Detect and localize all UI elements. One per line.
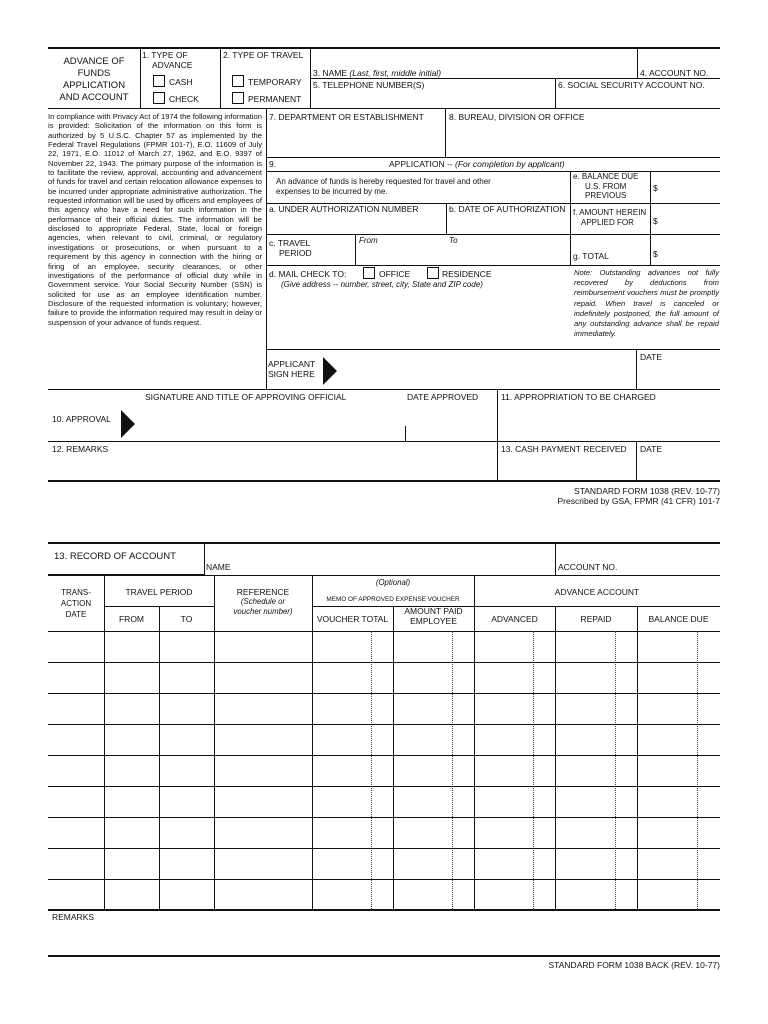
office-checkbox[interactable] bbox=[363, 267, 375, 279]
rule bbox=[48, 47, 720, 49]
advance-request-text: An advance of funds is hereby requested for travel and other expenses to be incurred by me. bbox=[276, 177, 491, 196]
col-advanced: ADVANCED bbox=[491, 614, 538, 624]
memo-label: MEMO OF APPROVED EXPENSE VOUCHER bbox=[326, 596, 460, 603]
rule bbox=[48, 575, 720, 576]
rule bbox=[446, 203, 447, 234]
applicant-sign-label: APPLICANT SIGN HERE bbox=[268, 359, 316, 379]
table-row[interactable] bbox=[48, 879, 720, 880]
col-travel-period: TRAVEL PERIOD bbox=[125, 587, 193, 597]
table-row[interactable] bbox=[48, 817, 720, 818]
rule bbox=[452, 631, 453, 909]
privacy-act-statement: In compliance with Privacy Act of 1974 the following information is provided: Solicitation of the information on this form is authorized by 5 U.S.C. Chapter 57 as implemented by the Federal Travel Regulations (FPMR 101-7), E.O. 11609 of July 22, 1971, E.O. 11012 of March 27, 1962, and E.O. 9397 of November 22, 1943. The primary purpose of the information is to facilitate the review, approval, accounting and advancement of funds for travel and certain relocation allowance expenses to be incurred under appropriate administrative authorization. The requested information will be used by officers and employees of this agency who have a need for such information in the performance of their official duties. The information will be disclosed to appropriate Federal, State, local or foreign agencies, when relevant to civil, criminal, or regulatory investigations or prosecutions, or when pursuant to a requirement by this agency in connection with the hiring or firing of an employee, security clearances, or other investigations of the performance of official duty while in Government service. Your Social Security Number (SSN) is solicited for use as an employee identification number. Disclosure of the requested information is voluntary; however, failure to provide the information required may result in delay or suspension of your advance of funds request. bbox=[48, 112, 262, 327]
type-travel-label: 2. TYPE OF TRAVEL bbox=[223, 50, 304, 60]
record-account-no-field[interactable]: ACCOUNT NO. bbox=[558, 562, 618, 572]
rule bbox=[474, 575, 475, 909]
col-reference: REFERENCE (Schedule or voucher number) bbox=[233, 587, 293, 616]
rule bbox=[48, 480, 720, 482]
rule bbox=[266, 265, 720, 266]
ssn-field[interactable]: 6. SOCIAL SECURITY ACCOUNT NO. bbox=[558, 80, 705, 90]
rule bbox=[266, 234, 720, 235]
sign-arrow-icon bbox=[323, 357, 337, 385]
col-repaid: REPAID bbox=[580, 614, 612, 624]
auth-number-field[interactable]: a. UNDER AUTHORIZATION NUMBER bbox=[269, 204, 419, 214]
account-no-field[interactable]: 4. ACCOUNT NO. bbox=[640, 68, 709, 78]
application-header bbox=[389, 159, 565, 169]
rule bbox=[159, 606, 160, 909]
residence-label: RESIDENCE bbox=[442, 269, 492, 279]
approval-label: 10. APPROVAL bbox=[52, 414, 111, 424]
total-label: g. TOTAL bbox=[573, 251, 609, 261]
rule bbox=[393, 606, 394, 909]
rule bbox=[48, 631, 720, 632]
rule bbox=[570, 171, 571, 265]
application-title: APPLICATION -- bbox=[389, 159, 453, 169]
rule bbox=[555, 606, 556, 909]
approval-arrow-icon bbox=[121, 410, 135, 438]
col-voucher-total: VOUCHER TOTAL bbox=[316, 614, 389, 624]
application-number: 9. bbox=[269, 159, 277, 169]
cash-payment-field[interactable]: 13. CASH PAYMENT RECEIVED bbox=[501, 444, 627, 454]
record-of-account-title: 13. RECORD OF ACCOUNT bbox=[54, 551, 176, 562]
rule bbox=[266, 157, 720, 158]
rule bbox=[266, 171, 720, 172]
rule bbox=[204, 542, 205, 575]
applicant-date-field[interactable]: DATE bbox=[640, 352, 663, 362]
rule bbox=[637, 47, 638, 78]
permanent-checkbox[interactable] bbox=[232, 92, 244, 104]
table-row[interactable] bbox=[48, 662, 720, 663]
cash-checkbox[interactable] bbox=[153, 75, 165, 87]
approving-signature-field[interactable] bbox=[140, 404, 400, 439]
rule bbox=[310, 47, 311, 108]
from-label: From bbox=[359, 236, 378, 245]
cash-label: CASH bbox=[169, 77, 193, 87]
balance-due-amount[interactable]: $ bbox=[653, 183, 658, 193]
appropriation-field[interactable]: 11. APPROPRIATION TO BE CHARGED bbox=[501, 392, 656, 402]
permanent-label: PERMANENT bbox=[248, 94, 302, 104]
applicant-signature-field[interactable] bbox=[340, 350, 635, 388]
approving-signature-label: SIGNATURE AND TITLE OF APPROVING OFFICIAL bbox=[145, 392, 347, 402]
table-row[interactable] bbox=[48, 755, 720, 756]
rule bbox=[555, 542, 556, 575]
rule bbox=[104, 575, 105, 909]
rule bbox=[405, 426, 406, 441]
rule bbox=[637, 606, 638, 909]
type-advance-label: 1. TYPE OF bbox=[142, 50, 188, 60]
advance-account-label: ADVANCE ACCOUNT bbox=[554, 587, 640, 597]
name-label: 3. NAME bbox=[313, 68, 348, 78]
rule bbox=[48, 955, 720, 957]
rule bbox=[48, 108, 720, 109]
total-amount[interactable]: $ bbox=[653, 249, 658, 259]
rule bbox=[312, 575, 313, 909]
rule bbox=[371, 631, 372, 909]
name-field[interactable] bbox=[313, 68, 441, 78]
rule bbox=[697, 631, 698, 909]
date-approved-field[interactable] bbox=[410, 404, 495, 439]
check-label: CHECK bbox=[169, 94, 199, 104]
check-checkbox[interactable] bbox=[153, 92, 165, 104]
rule bbox=[355, 234, 356, 265]
address-hint: (Give address -- number, street, city, State and ZIP code) bbox=[281, 280, 483, 289]
office-label: OFFICE bbox=[379, 269, 411, 279]
rule bbox=[48, 441, 720, 442]
rule bbox=[266, 108, 267, 389]
balance-due-label: e. BALANCE DUE U.S. FROM PREVIOUS bbox=[573, 172, 639, 200]
table-row[interactable] bbox=[48, 786, 720, 787]
bureau-field[interactable]: 8. BUREAU, DIVISION OR OFFICE bbox=[449, 112, 585, 122]
temporary-checkbox[interactable] bbox=[232, 75, 244, 87]
table-row[interactable] bbox=[48, 693, 720, 694]
telephone-field[interactable]: 5. TELEPHONE NUMBER(S) bbox=[313, 80, 425, 90]
rule bbox=[312, 606, 720, 607]
rule bbox=[636, 349, 637, 389]
optional-label: (Optional) bbox=[375, 578, 411, 587]
form-footer: STANDARD FORM 1038 (REV. 10-77) Prescribed by GSA, FPMR (41 CFR) 101-7 bbox=[557, 486, 720, 506]
rule bbox=[445, 108, 446, 157]
rule bbox=[615, 631, 616, 909]
application-hint: (For completion by applicant) bbox=[454, 159, 565, 169]
rule bbox=[310, 78, 720, 79]
amount-applied-label: f. AMOUNT HEREIN APPLIED FOR bbox=[573, 208, 647, 227]
to-label: To bbox=[449, 236, 458, 245]
col-balance-due: BALANCE DUE bbox=[648, 614, 709, 624]
rule bbox=[650, 171, 651, 265]
rule bbox=[497, 389, 498, 480]
form-title: ADVANCE OF FUNDS APPLICATION AND ACCOUNT bbox=[59, 56, 129, 103]
remarks-field[interactable]: 12. REMARKS bbox=[52, 444, 109, 454]
rule bbox=[214, 575, 215, 909]
auth-date-field[interactable]: b. DATE OF AUTHORIZATION bbox=[449, 204, 566, 214]
amount-applied-amount[interactable]: $ bbox=[653, 216, 658, 226]
rule bbox=[636, 441, 637, 480]
table-row[interactable] bbox=[48, 724, 720, 725]
type-advance-label-2: ADVANCE bbox=[152, 60, 193, 70]
record-name-field[interactable]: NAME bbox=[206, 562, 231, 572]
rule bbox=[555, 78, 556, 108]
repayment-note: Note: Outstanding advances not fully recovered by deductions from reimbursement vouchers must be promptly repaid. When travel is canceled or indefinitely postponed, the full amount of any outstanding advance shall be repaid immediately. bbox=[574, 268, 719, 339]
back-remarks-field[interactable]: REMARKS bbox=[52, 912, 95, 922]
col-to: TO bbox=[180, 614, 193, 624]
department-field[interactable]: 7. DEPARTMENT OR ESTABLISHMENT bbox=[269, 112, 424, 122]
rule bbox=[48, 389, 720, 390]
residence-checkbox[interactable] bbox=[427, 267, 439, 279]
rule bbox=[48, 542, 720, 544]
rule bbox=[48, 909, 720, 911]
back-form-footer: STANDARD FORM 1038 BACK (REV. 10-77) bbox=[548, 960, 720, 970]
col-amount-paid: AMOUNT PAID EMPLOYEE bbox=[404, 606, 463, 626]
rule bbox=[220, 47, 221, 108]
date-approved-label: DATE APPROVED bbox=[407, 392, 479, 402]
temporary-label: TEMPORARY bbox=[248, 77, 302, 87]
table-row[interactable] bbox=[48, 848, 720, 849]
col-transaction-date: TRANS- ACTION DATE bbox=[60, 588, 92, 619]
travel-period-label: c. TRAVEL PERIOD bbox=[269, 238, 312, 258]
rule bbox=[140, 47, 141, 108]
name-hint: (Last, first, middle initial) bbox=[349, 68, 442, 78]
mail-check-label: d. MAIL CHECK TO: bbox=[269, 269, 347, 279]
cash-payment-date-field[interactable]: DATE bbox=[640, 444, 663, 454]
rule bbox=[533, 631, 534, 909]
col-from: FROM bbox=[118, 614, 145, 624]
